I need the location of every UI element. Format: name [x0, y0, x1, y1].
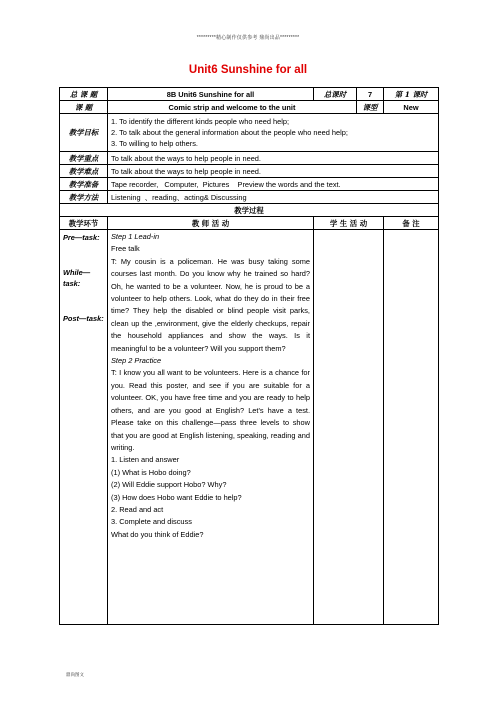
row-preparation	[60, 178, 439, 191]
list-item: (2) Will Eddie support Hobo? Why?	[111, 480, 227, 490]
objective-item: 1. To identify the different kinds people who need help;	[111, 117, 290, 126]
row-difficult-point	[60, 165, 439, 178]
list-item: What do you think of Eddie?	[111, 529, 204, 539]
value-total-hours: 7	[357, 88, 384, 101]
teacher-paragraph-1: T: My cousin is a policeman. He was busy taking some courses last month. Do you know why he trained so hard? Oh, he wanted to be a volunteer. Now, he is proud to be a volunteer to help others. Look, what do they do in their free time? They help the disabled or blind people visit parks, clean up the ,environment, give the elderly checkups, repair the household appliances and show the ways. Is it meaningful to be a volunteer? Will you support them?	[111, 256, 310, 353]
header-note: *********精心制作仅供参考 鼎尚出品*********	[196, 35, 300, 41]
teacher-paragraph-2: T: I know you all want to be volunteers. Here is a chance for you. Read this poster, and see if you are suitable for a volunteer. OK, you have free time and you are ready to help others, and are you good at English? Let's have a test. Please take on this challenge—pass three levels to show that you are good at English listening, speaking, reading and writing.	[111, 368, 310, 452]
stage-while-task: While—task:	[63, 268, 91, 288]
header-student-activity: 学 生 活 动	[314, 217, 384, 230]
stage-post-task: Post—task:	[63, 314, 104, 323]
stage-column	[60, 230, 108, 625]
value-topic: Comic strip and welcome to the unit	[108, 101, 357, 114]
lesson-plan-table	[59, 87, 439, 625]
row-process-content	[60, 230, 439, 625]
label-topic: 课 题	[60, 101, 108, 114]
list-item: 3. Complete and discuss	[111, 517, 192, 527]
value-total-topic: 8B Unit6 Sunshine for all	[108, 88, 314, 101]
label-lesson-type: 课型	[357, 101, 384, 114]
notes-cell	[384, 230, 439, 625]
value-lesson-number: 第 1 课时	[384, 88, 439, 101]
label-total-hours: 总课时	[314, 88, 357, 101]
value-method: Listening 、reading、acting& Discussing	[108, 191, 439, 204]
value-difficult-point: To talk about the ways to help people in need.	[108, 165, 439, 178]
row-key-point	[60, 152, 439, 165]
stage-pre-task: Pre—task:	[63, 233, 100, 242]
process-title: 教学过程	[60, 204, 439, 217]
objective-item: 3. To willing to help others.	[111, 139, 198, 148]
list-item: (3) How does Hobo want Eddie to help?	[111, 492, 242, 502]
row-process-title	[60, 204, 439, 217]
label-method: 教学方法	[60, 191, 108, 204]
row-topic	[60, 101, 439, 114]
value-preparation: Tape recorder, Computer, Pictures Preview the words and the text.	[108, 178, 439, 191]
objective-item: 2. To talk about the general information about the people who need help;	[111, 128, 348, 137]
list-item: 2. Read and act	[111, 504, 164, 514]
step-lead-in: Step 1 Lead-in	[111, 232, 160, 241]
row-process-headers	[60, 217, 439, 230]
label-difficult-point: 教学难点	[60, 165, 108, 178]
step-practice: Step 2 Practice	[111, 356, 162, 366]
header-notes: 备 注	[384, 217, 439, 230]
objectives-list	[108, 114, 439, 152]
header-teacher-activity: 教 师 活 动	[108, 217, 314, 230]
list-item: (1) What is Hobo doing?	[111, 467, 191, 477]
label-preparation: 教学准备	[60, 178, 108, 191]
header-stage: 教学环节	[60, 217, 108, 230]
label-objectives: 教学目标	[60, 114, 108, 152]
list-item: 1. Listen and answer	[111, 455, 180, 465]
free-talk: Free talk	[111, 244, 140, 254]
row-objectives	[60, 114, 439, 152]
label-total-topic: 总 课 题	[60, 88, 108, 101]
value-key-point: To talk about the ways to help people in need.	[108, 152, 439, 165]
row-total-topic	[60, 88, 439, 101]
document-title: Unit6 Sunshine for all	[188, 64, 308, 76]
student-activity-cell	[314, 230, 384, 625]
value-lesson-type: New	[384, 101, 439, 114]
label-key-point: 教学重点	[60, 152, 108, 165]
teacher-activity-content	[108, 230, 314, 625]
footer-note: 鼎尚图文	[66, 672, 84, 677]
row-method	[60, 191, 439, 204]
